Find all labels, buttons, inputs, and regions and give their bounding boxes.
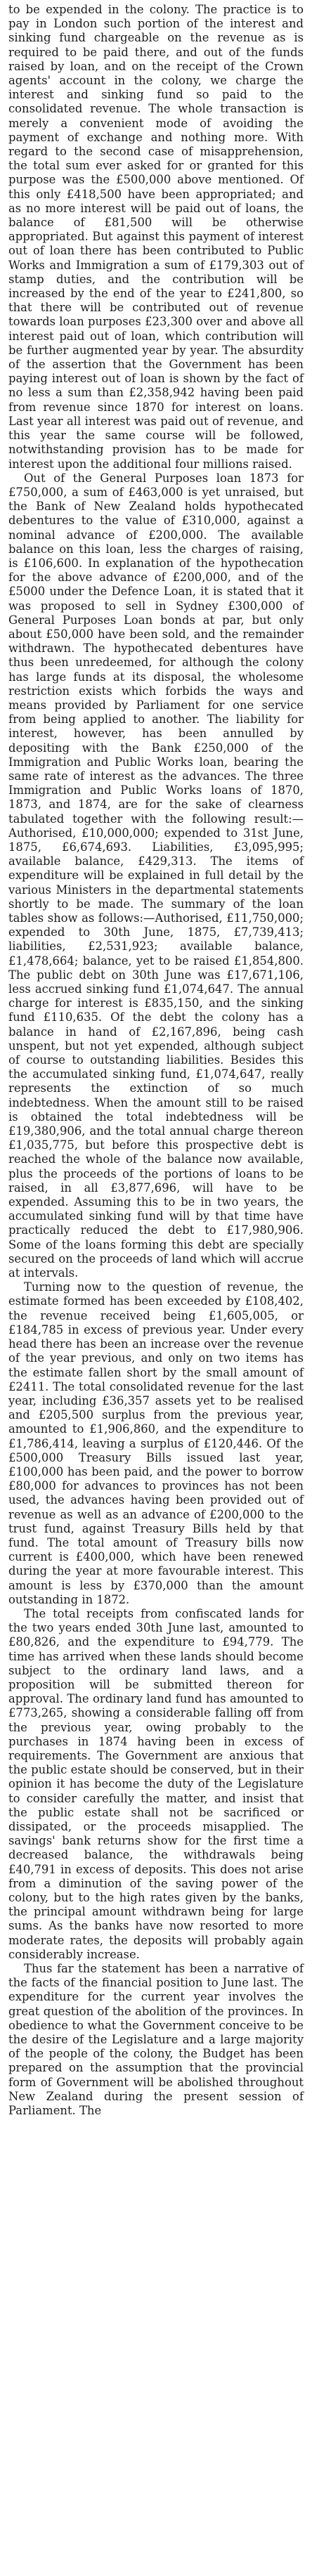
article-paragraph: Thus far the statement has been a narrative of the facts of the financial position to June last. The expenditure for the current year involves the great question of the abolition of the provinces. In obedience to what the Government conceive to be the desire of the Legislature and a large majority of the people of the colony, the Budget has been prepared on the assumption that the provincial form of Government will be abolished throughout New Zealand during the present session of Parliament. The (8, 1962, 304, 2118)
article-paragraph: The total receipts from confiscated lands for the two years ended 30th June last, amounted to £80,826, and the expenditure to £94,779. The time has arrived when these lands should become subject to the ordinary land laws, and a proposition will be submitted thereon for approval. The ordinary land fund has amounted to £773,265, showing a considerable falling off from the previous year, owing probably to the purchases in 1874 having been in excess of requirements. The Government are anxious that the public estate should be conserved, but in their opinion it has become the duty of the Legislature to consider carefully the matter, and insist that the public estate shall not be sacrificed or dissipated, or the proceeds misapplied. The savings' bank returns show for the first time a decreased balance, the withdrawals being £40,791 in excess of deposits. This does not arise from a diminution of the saving power of the colony, but to the high rates given by the banks, the principal amount withdrawn being for large sums. As the banks have now resorted to more moderate rates, the deposits will probably again considerably increase. (8, 1606, 304, 1961)
article-paragraph: to be expended in the colony. The practice is to pay in London such portion of the interest and sinking fund chargeable on the revenue as is required to be paid there, and out of the funds raised by loan, and on the receipt of the Crown agents' account in the colony, we charge the interest and sinking fund so paid to the consolidated revenue. The whole transaction is merely a convenient mode of avoiding the payment of exchange and nothing more. With regard to the second case of misapprehension, the total sum ever asked for or granted for this purpose was the £500,000 above mentioned. Of this only £418,500 have been appropriated; and as no more interest will be paid out of loans, the balance of £81,500 will be otherwise appropriated. But against this payment of interest out of loan there has been contributed to Public Works and Immigration a sum of £179,303 out of stamp duties, and the contribution will be increased by the end of the year to £241,800, so that there will be contributed out of revenue towards loan purposes £23,300 over and above all interest paid out of loan, which contribution will be further augmented year by year. The absurdity of the assertion that the Government has been paying interest out of loan is shown by the fact of no less a sum than £2,358,942 having been paid from revenue since 1870 for interest on loans. Last year all interest was paid out of revenue, and this year the same course will be followed, notwithstanding provision has to be made for interest upon the additional four millions raised. (8, 3, 304, 471)
article-paragraph: Turning now to the question of revenue, the estimate formed has been exceeded by £108,402, the revenue received being £1,605,005, or £184,785 in excess of previous year. Under every head there has been an increase over the revenue of the year previous, and only on two items has the estimate fallen short by the small amount of £2411. The total consolidated revenue for the last year, including £36,357 assets yet to be realised and £205,500 surplus from the previous year, amounted to £1,906,860, and the expenditure to £1,786,414, leaving a surplus of £120,446. Of the £500,000 Treasury Bills issued last year, £100,000 has been paid, and the power to borrow £80,000 for advances to provinces has not been used, the advances having been provided out of revenue as well as an advance of £200,000 to the trust fund, against Treasury Bills held by that fund. The total amount of Treasury bills now current is £400,000, which have been renewed during the year at more favourable interest. This amount is less by £370,000 than the amount outstanding in 1872. (8, 1280, 304, 1606)
article-paragraph: Out of the General Purposes loan 1873 for £750,000, a sum of £463,000 is yet unraised, but the Bank of New Zealand holds hypothecated debentures to the value of £310,000, against a nominal advance of £200,000. The available balance on this loan, less the charges of raising, is £106,600. In explanation of the hypothecation for the above advance of £200,000, and of the £5000 under the Defence Loan, it is stated that it was proposed to sell in Sydney £300,000 of General Purposes Loan bonds at par, but only about £50,000 have been sold, and the remainder withdrawn. The hypothecated debentures have thus been unredeemed, for although the colony has large funds at its disposal, the wholesome restriction exists which forbids the ways and means provided by Parliament for one service from being applied to another. The liability for interest, however, has been annulled by depositing with the Bank £250,000 of the Immigration and Public Works loan, bearing the same rate of interest as the advances. The three Immigration and Public Works loans of 1870, 1873, and 1874, are for the sake of clearness tabulated together with the following result:—Authorised, £10,000,000; expended to 31st June, 1875, £6,674,693. Liabilities, £3,095,995; available balance, £429,313. The items of expenditure will be explained in full detail by the various Ministers in the departmental statements shortly to be made. The summary of the loan tables show as follows:—Authorised, £11,750,000; expended to 30th June, 1875, £7,739,413; liabilities, £2,531,923; available balance, £1,478,664; balance, yet to be raised £1,854,800. The public debt on 30th June was £17,671,106, less accrued sinking fund £1,074,647. The annual charge for interest is £835,150, and the sinking fund £110,635. Of the debt the colony has a balance in hand of £2,167,896, being cash unspent, but not yet expended, although subject of course to outstanding liabilities. Besides this the accumulated sinking fund, £1,074,647, really represents the extinction of so much indebtedness. When the amount still to be raised is obtained the total indebtedness will be £19,380,906, and the total annual charge thereon £1,035,775, but before this prospective debt is reached the whole of the balance now available, plus the proceeds of the portions of loans to be raised, in all £3,877,696, will have to be expended. Assuming this to be in two years, the accumulated sinking fund will by that time have practically reduced the debt to £17,980,906. Some of the loans forming this debt are specially secured on the proceeds of land which will accrue at intervals. (8, 471, 304, 1280)
